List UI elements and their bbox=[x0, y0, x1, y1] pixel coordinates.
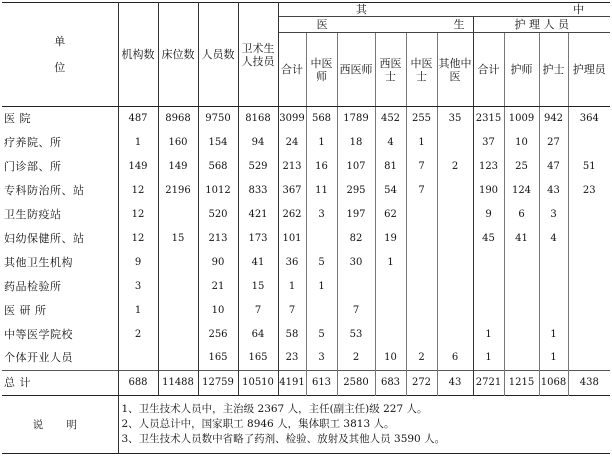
table-cell bbox=[539, 275, 568, 299]
row-label: 专科防治所、站 bbox=[2, 179, 118, 203]
header-sheng: 生 bbox=[453, 17, 465, 31]
table-cell: 1009 bbox=[504, 107, 539, 131]
table-cell: 3 bbox=[306, 203, 337, 227]
table-row bbox=[2, 203, 610, 227]
table-cell: 2 bbox=[118, 323, 158, 347]
row-label: 药品检验所 bbox=[2, 275, 118, 299]
table-cell bbox=[504, 323, 539, 347]
table-cell: 1 bbox=[278, 275, 306, 299]
table-cell bbox=[504, 347, 539, 371]
table-cell bbox=[539, 251, 568, 275]
table-cell: 165 bbox=[238, 347, 278, 371]
table-cell: 367 bbox=[278, 179, 306, 203]
table-cell: 53 bbox=[337, 323, 375, 347]
table-cell bbox=[568, 323, 610, 347]
header-qi: 其 bbox=[355, 2, 367, 16]
table-cell: 2 bbox=[337, 347, 375, 371]
note-line-3: 3、卫生技术人员数中省略了药剂、检验、放射及其他人员 3590 人。 bbox=[121, 433, 446, 445]
table-row bbox=[2, 107, 610, 131]
table-cell: 54 bbox=[375, 179, 406, 203]
table-cell: 5 bbox=[306, 323, 337, 347]
table-cell: 24 bbox=[278, 131, 306, 155]
table-cell: 487 bbox=[118, 107, 158, 131]
table-cell: 1 bbox=[539, 347, 568, 371]
table-cell: 8968 bbox=[158, 107, 198, 131]
table-cell: 43 bbox=[539, 179, 568, 203]
table-cell: 9 bbox=[473, 203, 504, 227]
table-cell bbox=[306, 227, 337, 251]
header-institutions: 机构数 bbox=[118, 3, 158, 107]
table-cell: 520 bbox=[198, 203, 238, 227]
table-cell bbox=[504, 275, 539, 299]
table-row bbox=[2, 275, 610, 299]
table-cell: 11 bbox=[306, 179, 337, 203]
table-cell: 82 bbox=[337, 227, 375, 251]
notes-label: 说 明 bbox=[2, 396, 118, 454]
table-cell: 7 bbox=[337, 299, 375, 323]
table-cell: 1 bbox=[473, 323, 504, 347]
table-cell: 30 bbox=[337, 251, 375, 275]
table-cell bbox=[437, 275, 473, 299]
table-cell: 15 bbox=[238, 275, 278, 299]
header-sub-nurse: 护士 bbox=[539, 33, 568, 107]
header-tech: 卫术生人技员 bbox=[238, 3, 278, 107]
table-cell: 1 bbox=[375, 251, 406, 275]
table-cell: 295 bbox=[337, 179, 375, 203]
table-cell: 51 bbox=[582, 160, 596, 172]
notes-content bbox=[118, 396, 610, 454]
header-sub-doctors-total: 合计 bbox=[278, 33, 306, 107]
header-sub-tcm-assistant: 中医士 bbox=[406, 33, 437, 107]
table-cell: 41 bbox=[238, 251, 278, 275]
table-cell bbox=[504, 251, 539, 275]
header-staff: 人员数 bbox=[198, 3, 238, 107]
table-cell: 160 bbox=[158, 131, 198, 155]
table-cell: 1068 bbox=[539, 371, 568, 396]
table-cell bbox=[437, 299, 473, 323]
row-label: 卫生防疫站 bbox=[2, 203, 118, 227]
header-sub-western-physician: 西医师 bbox=[337, 33, 375, 107]
table-cell bbox=[406, 251, 437, 275]
table-cell: 452 bbox=[375, 107, 406, 131]
table-row bbox=[2, 227, 610, 251]
table-cell: 1 bbox=[306, 275, 337, 299]
table-cell: 3099 bbox=[278, 107, 306, 131]
table-cell bbox=[306, 299, 337, 323]
table-cell: 3 bbox=[306, 347, 337, 371]
table-cell: 47 bbox=[539, 155, 568, 179]
table-cell bbox=[437, 131, 473, 155]
table-cell bbox=[118, 347, 158, 371]
table-cell: 12759 bbox=[198, 371, 238, 396]
row-label: 中等医学院校 bbox=[2, 323, 118, 347]
table-cell: 23 bbox=[278, 347, 306, 371]
table-cell bbox=[437, 227, 473, 251]
header-sub-nursing-aide: 护理员 bbox=[568, 33, 610, 107]
table-cell bbox=[568, 203, 610, 227]
table-cell: 568 bbox=[306, 107, 337, 131]
table-cell: 11488 bbox=[158, 371, 198, 396]
table-cell: 421 bbox=[238, 203, 278, 227]
table-cell: 1 bbox=[406, 131, 437, 155]
table-cell: 45 bbox=[473, 227, 504, 251]
table-cell bbox=[406, 275, 437, 299]
table-cell: 197 bbox=[337, 203, 375, 227]
table-cell bbox=[437, 251, 473, 275]
table-cell: 81 bbox=[375, 155, 406, 179]
note-line-1: 1、卫生技术人员中，主治级 2367 人，主任(副主任)级 227 人。 bbox=[121, 403, 428, 415]
table-cell: 688 bbox=[118, 371, 158, 396]
table-row bbox=[2, 251, 610, 275]
table-cell: 255 bbox=[406, 107, 437, 131]
table-cell: 2580 bbox=[337, 371, 375, 396]
table-cell bbox=[568, 275, 610, 299]
table-row bbox=[2, 179, 610, 203]
row-label: 其他卫生机构 bbox=[2, 251, 118, 275]
header-yi: 医 bbox=[316, 17, 328, 31]
table-cell: 6 bbox=[504, 203, 539, 227]
table-cell bbox=[473, 251, 504, 275]
table-cell bbox=[337, 275, 375, 299]
table-cell: 2315 bbox=[473, 107, 504, 131]
table-cell: 4 bbox=[375, 131, 406, 155]
header-zhong: 中 bbox=[573, 2, 585, 16]
table-cell: 213 bbox=[278, 155, 306, 179]
table-cell: 613 bbox=[306, 371, 337, 396]
table-cell: 7 bbox=[278, 299, 306, 323]
table-cell: 12 bbox=[118, 227, 158, 251]
table-cell: 23 bbox=[582, 184, 596, 196]
table-cell: 16 bbox=[306, 155, 337, 179]
table-cell: 683 bbox=[375, 371, 406, 396]
table-cell bbox=[568, 131, 610, 155]
table-cell: 8168 bbox=[238, 107, 278, 131]
table-cell: 21 bbox=[198, 275, 238, 299]
header-qizhong bbox=[278, 3, 610, 17]
table-cell: 6 bbox=[437, 347, 473, 371]
table-cell bbox=[158, 251, 198, 275]
table-cell: 2721 bbox=[473, 371, 504, 396]
header-sub-other-tcm: 其他中医 bbox=[437, 33, 473, 107]
table-cell bbox=[158, 299, 198, 323]
table-row bbox=[2, 323, 610, 347]
table-cell bbox=[568, 227, 610, 251]
table-cell bbox=[437, 203, 473, 227]
table-cell: 25 bbox=[504, 155, 539, 179]
table-cell bbox=[406, 299, 437, 323]
header-doctors-group bbox=[278, 17, 473, 33]
table-cell bbox=[406, 323, 437, 347]
table-cell: 1 bbox=[473, 347, 504, 371]
table-cell: 7 bbox=[406, 179, 437, 203]
table-cell: 37 bbox=[473, 131, 504, 155]
table-cell bbox=[437, 179, 473, 203]
table-cell: 19 bbox=[375, 227, 406, 251]
table-cell: 262 bbox=[278, 203, 306, 227]
header-sub-western-assistant: 西医士 bbox=[375, 33, 406, 107]
header-unit: 单 位 bbox=[2, 3, 118, 107]
table-cell: 62 bbox=[375, 203, 406, 227]
table-cell: 3 bbox=[118, 275, 158, 299]
table-cell: 1 bbox=[118, 299, 158, 323]
table-cell: 2196 bbox=[158, 179, 198, 203]
table-cell: 3 bbox=[539, 203, 568, 227]
table-row bbox=[2, 299, 610, 323]
table-cell: 10 bbox=[198, 299, 238, 323]
table-cell: 1012 bbox=[198, 179, 238, 203]
table-cell: 64 bbox=[238, 323, 278, 347]
table-cell: 10 bbox=[375, 347, 406, 371]
table-cell: 12 bbox=[118, 179, 158, 203]
table-body bbox=[2, 107, 610, 396]
table-cell: 124 bbox=[504, 179, 539, 203]
table-cell: 7 bbox=[238, 299, 278, 323]
table-cell bbox=[504, 299, 539, 323]
table-cell: 12 bbox=[118, 203, 158, 227]
row-label: 妇幼保健所、站 bbox=[2, 227, 118, 251]
row-label: 医 院 bbox=[2, 107, 118, 131]
table-cell: 568 bbox=[198, 155, 238, 179]
table-cell: 190 bbox=[473, 179, 504, 203]
table-cell bbox=[158, 275, 198, 299]
header-sub-nursing-total: 合计 bbox=[473, 33, 504, 107]
table-cell: 529 bbox=[238, 155, 278, 179]
table-cell: 4191 bbox=[278, 371, 306, 396]
table-cell bbox=[473, 299, 504, 323]
table-cell: 833 bbox=[238, 179, 278, 203]
table-row bbox=[2, 371, 610, 396]
table-cell: 101 bbox=[278, 227, 306, 251]
row-label: 总 计 bbox=[2, 371, 118, 396]
table-cell: 41 bbox=[504, 227, 539, 251]
table-cell bbox=[568, 251, 610, 275]
table-cell: 58 bbox=[278, 323, 306, 347]
table-cell: 173 bbox=[238, 227, 278, 251]
table-cell bbox=[437, 323, 473, 347]
table-cell: 35 bbox=[437, 107, 473, 131]
table-cell bbox=[375, 299, 406, 323]
table-cell bbox=[158, 203, 198, 227]
table-cell: 43 bbox=[437, 371, 473, 396]
table-cell bbox=[539, 299, 568, 323]
table-cell: 1 bbox=[539, 323, 568, 347]
table-cell: 90 bbox=[198, 251, 238, 275]
table-cell bbox=[473, 275, 504, 299]
table-cell: 7 bbox=[406, 155, 437, 179]
table-row bbox=[2, 155, 610, 179]
table-cell: 256 bbox=[198, 323, 238, 347]
table-cell bbox=[375, 275, 406, 299]
table-cell: 94 bbox=[238, 131, 278, 155]
table-cell bbox=[406, 227, 437, 251]
row-label: 疗养院、所 bbox=[2, 131, 118, 155]
table-cell: 1 bbox=[306, 131, 337, 155]
row-label: 门诊部、所 bbox=[2, 155, 118, 179]
table-cell: 149 bbox=[158, 155, 198, 179]
table-cell: 4 bbox=[539, 227, 568, 251]
table-row bbox=[2, 347, 610, 371]
row-label: 医 研 所 bbox=[2, 299, 118, 323]
table-cell: 107 bbox=[337, 155, 375, 179]
table-cell: 15 bbox=[158, 227, 198, 251]
table-cell: 154 bbox=[198, 131, 238, 155]
table-cell: 36 bbox=[278, 251, 306, 275]
table-cell: 9 bbox=[118, 251, 158, 275]
table-cell: 149 bbox=[118, 155, 158, 179]
table-cell bbox=[158, 347, 198, 371]
table-cell bbox=[158, 323, 198, 347]
header-beds: 床位数 bbox=[158, 3, 198, 107]
table-cell: 123 bbox=[473, 155, 504, 179]
table-cell: 2 bbox=[406, 347, 437, 371]
table-cell: 364 bbox=[579, 112, 599, 124]
table-row bbox=[2, 131, 610, 155]
table-cell bbox=[568, 347, 610, 371]
table-cell: 438 bbox=[568, 371, 610, 396]
header-nursing: 护 理 人 员 bbox=[473, 17, 610, 33]
table-cell: 9750 bbox=[198, 107, 238, 131]
header-sub-tcm-physician: 中医师 bbox=[306, 33, 337, 107]
table-cell: 2 bbox=[437, 155, 473, 179]
health-institutions-table bbox=[2, 2, 610, 454]
table-cell: 10510 bbox=[238, 371, 278, 396]
table-cell: 1 bbox=[118, 131, 158, 155]
table-cell: 18 bbox=[337, 131, 375, 155]
table-cell bbox=[406, 203, 437, 227]
statistics-table-page bbox=[2, 2, 610, 474]
table-cell: 1789 bbox=[337, 107, 375, 131]
table-cell: 10 bbox=[504, 131, 539, 155]
table-cell bbox=[568, 299, 610, 323]
table-cell: 213 bbox=[198, 227, 238, 251]
table-cell: 272 bbox=[406, 371, 437, 396]
table-cell bbox=[375, 323, 406, 347]
note-line-2: 2、人员总计中，国家职工 8946 人，集体职工 3813 人。 bbox=[121, 418, 395, 430]
table-cell: 1215 bbox=[504, 371, 539, 396]
row-label: 个体开业人员 bbox=[2, 347, 118, 371]
table-cell: 165 bbox=[198, 347, 238, 371]
header-sub-senior-nurse: 护师 bbox=[504, 33, 539, 107]
table-cell: 5 bbox=[306, 251, 337, 275]
table-cell: 942 bbox=[539, 107, 568, 131]
table-cell: 27 bbox=[539, 131, 568, 155]
